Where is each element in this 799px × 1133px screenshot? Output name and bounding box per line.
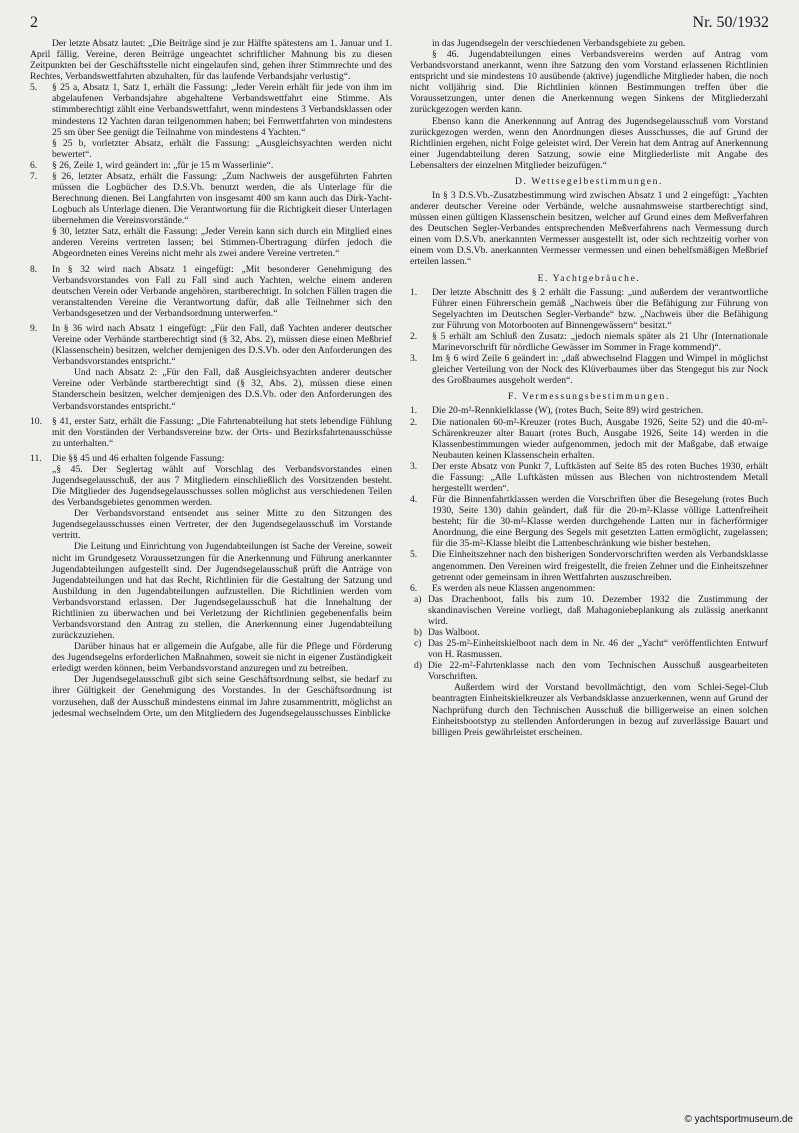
paragraph: in das Jugendsegeln der verschiedenen Verbandsgebiete zu geben.: [432, 38, 686, 49]
item-number: 7.: [30, 170, 38, 182]
list-item: [410, 417, 768, 461]
sub-item: [414, 660, 768, 682]
item-text: § 30, letzter Satz, erhält die Fassung: „Jeder Verein kann sich durch ein Mitglied eines anderen Vereins vertreten lassen; bei Stimmen-Übertragung dürfen jedoch die Abgeordneten eines Vereins nicht mehr als zwei andere Vereine vertreten.“: [52, 226, 392, 260]
section-heading-e: E. Yachtgebräuche.: [537, 272, 641, 284]
item-number: 3.: [410, 460, 418, 472]
item-text: § 5 erhält am Schluß den Zusatz: „jedoch niemals später als 21 Uhr (Internationale Marinevorschrift für nördliche Gewässer im Sommer in Frage kommend)“.: [432, 330, 768, 354]
list-item: [410, 494, 768, 549]
item-number: 9.: [30, 322, 38, 334]
item-number: 5.: [410, 549, 418, 561]
section-heading-f: F. Vermessungsbestimmungen.: [508, 391, 670, 403]
item-number: 2.: [410, 330, 418, 342]
list-item: [30, 264, 392, 319]
sub-item-letter: a): [414, 593, 422, 605]
intro-paragraph: Der letzte Absatz lautet: „Die Beiträge sind je zur Hälfte spätestens am 1. Januar und 1. April fällig. Vereine, deren Beiträge ungeachtet schriftlicher Mahnung bis zu diesen Zeitpunkten bei der Geschäftsstelle nicht eingelaufen sind, gehen ihrer Stimmrechte und des Rechtes, Verbandswettfahrten abzuhalten, für das laufende Verbandsjahr verlustig“.: [30, 38, 392, 83]
sub-item-text: Das 25-m²-Einheitskielboot nach dem in Nr. 46 der „Yacht“ veröffentlichten Entwurf von H. Rasmussen.: [428, 638, 768, 661]
item-text: In § 32 wird nach Absatz 1 eingefügt: „Mit besonderer Genehmigung des Verbandsvorstandes von Fall zu Fall sind auch Yachten, welche einem anderen deutschen Verein oder Verbande angehören, startberechtigt. In solchen Fällen tragen die veranstaltenden Vereine die Verantwortung dafür, daß alle Teilnehmer sich den Verbandsgesetzen und der Verbandsordnung unterwerfen.“: [52, 263, 392, 319]
item-number: 3.: [410, 353, 418, 365]
issue-number: Nr. 50/1932: [692, 14, 769, 31]
list-item: [30, 323, 392, 412]
item-number: 8.: [30, 263, 38, 275]
item-number: 1.: [410, 286, 418, 298]
item-text: § 41, erster Satz, erhält die Fassung: „Die Fahrtenabteilung hat stets lebendige Fühlung mit den Vorständen der Verbandsvereine bzw. der Orts- und Bezirksfahrtenausschüsse zu unterhalten.“: [52, 415, 392, 449]
list-item: [30, 171, 392, 226]
list-item: [30, 226, 392, 259]
list-item: [30, 138, 392, 160]
list-item: [410, 405, 768, 416]
sub-item-letter: c): [414, 638, 422, 650]
item-number: 6.: [30, 159, 38, 171]
item-text: Für die Binnenfahrtklassen werden die Vorschriften über die Besegelung (rotes Buch 1930, Seite 130) dahin geändert, daß für die 20-m²-Klasse völlige Lattenfreiheit besteht; für die 30-m²-Klasse werden durchgehende Latten nur in fächerförmiger Anordnung, die eine Bergung des Segels mit gesetzten Latten ermöglicht, zugelassen; für die 35-m²-Klasse bleibt die Lattenbeschränkung wie bisher bestehen.: [432, 494, 768, 550]
paragraph: Darüber hinaus hat er allgemein die Aufgabe, alle für die Pflege und Förderung des Jugendsegelns erforderlichen Maßnahmen, soweit sie nicht in eigener Zuständigkeit erledigt werden können, beim Verbandsvorstand anzuregen und zu betreiben.: [52, 641, 392, 675]
item-number: 11.: [30, 452, 42, 464]
item-text: § 26, letzter Absatz, erhält die Fassung: „Zum Nachweis der ausgeführten Fahrten müssen die Logbücher des D.S.Vb. benutzt werden, die als Unterlage für die Berechnung dienen. Bei Langfahrten von insgesamt 400 sm kann auch das Dirk-Yacht-Logbuch als Unterlage dienen. Die Verantwortung für die Richtigkeit dieser Unterlagen übernehmen die Vereinsvorstände.“: [52, 170, 392, 227]
paragraph-45: „§ 45. Der Seglertag wählt auf Vorschlag des Verbandsvorstandes einen Jugendsegelausschuß, der aus 7 Mitgliedern einschließlich des Vorsitzenden besteht. Die Mitglieder des Jugendsegelausschusses sollen möglichst aus verschiedenen Teilen des Verbandsgebietes genommen werden.: [52, 463, 392, 509]
sub-item-text: Das Walboot.: [428, 626, 480, 638]
sub-item: [414, 594, 768, 627]
item-number: 10.: [30, 415, 42, 427]
right-column: [410, 38, 768, 738]
paragraph: Der Jugendsegelausschuß gibt sich seine Geschäftsordnung selbst, sie bedarf zu ihrer Gültigkeit der Genehmigung des Vorstandes. In der Geschäftsordnung ist vorzusehen, daß der Ausschuß mindestens einmal im Jahre zusammentritt, möglichst an jedesmal wechselndem Orte, um den Mitgliedern des Jugendsegelausschusses Einblicke: [52, 674, 392, 719]
paragraph: Der Verbandsvorstand entsendet aus seiner Mitte zu den Sitzungen des Jugendsegelausschusses einen Vertreter, der den Jugendsegelausschuß im Vorstande vertritt.: [52, 508, 392, 542]
left-column: [30, 38, 392, 719]
item-text: Und nach Absatz 2: „Für den Fall, daß Ausgleichsyachten anderer deutscher Vereine oder Verbände startberechtigt sind (§ 32, Abs. 2), müssen diese einen Standerschein besitzen, welcher demjenigen des D.S.Vb. oder den Anforderungen des Verbandsvorstandes entspricht.“: [52, 367, 392, 412]
item-text: Es werden als neue Klassen angenommen:: [432, 582, 596, 594]
list-item: [410, 287, 768, 331]
sub-item: [414, 638, 768, 660]
paragraph: In § 3 D.S.Vb.-Zusatzbestimmung wird zwischen Absatz 1 und 2 eingefügt: „Yachten anderer deutscher Vereine oder Verbände, welche ausnahmsweise startberechtigt sind, müssen einen gültigen Klassenschein besitzen, welcher auf Grund eines dem Meßverfahren des Deutschen Segler-Verbandes entsprechenden Meßverfahrens nach Vermessung durch einen vom D.S.Vb. anerkannten Vermesser ausgestellt ist, oder sich rechtzeitig vorher von einem vom D.S.Vb. anerkannten Vermesser vermessen und einen behelfsmäßigen Meßbrief erteilen lassen.“: [410, 190, 768, 268]
item-text: § 26, Zeile 1, wird geändert in: „für je 15 m Wasserlinie“.: [52, 159, 274, 171]
list-item: [410, 331, 768, 353]
item-number: 1.: [410, 405, 418, 417]
page-number: 2: [30, 14, 38, 31]
item-text: Die nationalen 60-m²-Kreuzer (rotes Buch, Ausgabe 1926, Seite 52) und die 40-m²-Schärenkreuzer alter Bauart (rotes Buch, Ausgabe 1926, Seite 14) werden in die Klassenbestimmungen wieder aufgenommen, jedoch mit der Maßgabe, daß etwaige Neubauten keinen Klassenschein erhalten.: [432, 416, 768, 461]
item-text: Der letzte Abschnitt des § 2 erhält die Fassung: „und außerdem der verantwortliche Führer einen Führerschein gemäß „Nachweis über die Befähigung zur Führung von Segelyachten im Deutschen Segler-Verbande“ bzw. „Nachweis über die Befähigung zur Führung von Motorbooten auf Binnengewässern“ besitzt.“: [432, 286, 768, 331]
sub-item-letter: b): [414, 626, 422, 638]
paragraph: Die Leitung und Einrichtung von Jugendabteilungen ist Sache der Vereine, soweit nicht im Grundgesetz Voraussetzungen für die Anerkennung und Führung anerkannter Jugendabteilungen aufgestellt sind. Der Jugendsegelausschuß prüft die Anträge von Jugendabteilungen und hat das Recht, Richtlinien für die Gestaltung der Satzung und Ausbildung in den Jugendabteilungen aufzustellen. Die Richtlinien werden vom Verbandsvorstand erlassen. Der Jugendsegelausschuß hat die Innehaltung der Richtlinien zu überwachen und bei Verletzung der Richtlinien gegebenenfalls beim Verbandsvorstand den Antrag zu stellen, die Anerkennung einer Jugendabteilung zurückzuziehen.: [52, 541, 392, 642]
list-item: [410, 461, 768, 494]
list-item: [410, 353, 768, 386]
list-item: [30, 160, 392, 171]
list-item: [410, 583, 768, 738]
item-number: 2.: [410, 416, 418, 428]
item-text: § 25 a, Absatz 1, Satz 1, erhält die Fassung: „Jeder Verein erhält für jede von ihm im abgelaufenen Verbandsjahre abgehaltene Verbandswettfahrt eine Stimme. Als stimmberechtigt zählt eine Verbandswettfahrt, wenn mindestens 3 Verbandsklassen oder mindestens 12 Yachten daran teilgenommen haben; bei Fernwettfahrten von mindestens 25 sm über See genügt die Teilnahme von mindestens 4 Yachten.“: [52, 82, 392, 138]
item-text: In § 36 wird nach Absatz 1 eingefügt: „Für den Fall, daß Yachten anderer deutscher Vereine oder Verbände startberechtigt sind (§ 32, Abs. 2), müssen diese einen Meßbrief (Klassenschein) besitzen, welcher demjenigen des D.S.Vb. oder den Anforderungen des Verbandsvorstandes entspricht.“: [52, 322, 392, 368]
paragraph-46: § 46. Jugendabteilungen eines Verbandsvereins werden auf Antrag vom Verbandsvorstand anerkannt, wenn ihre Satzung den vom Vorstand erlassenen Richtlinien entspricht und sie mindestens 10 ausübende (aktive) jugendliche Mitglieder haben, die noch nicht volljährig sind. Die Richtlinien können Bestimmungen treffen über die Voraussetzungen, unter denen die Anerkennung wegen Sinkens der Mitgliederzahl zurückgezogen werden kann.: [410, 49, 768, 116]
sub-item-text: Das Drachenboot, falls bis zum 10. Dezember 1932 die Zustimmung der skandinavischen Vereine vorliegt, daß Mahagoniebeplankung als zulässig anerkannt wird.: [428, 593, 768, 627]
sub-item: [414, 627, 768, 638]
list-item: [410, 549, 768, 582]
item-text: Der erste Absatz von Punkt 7, Luftkästen auf Seite 85 des roten Buches 1930, erhält die Fassung: „Alle Luftkästen müssen aus Blechen von nichtrostendem Metall hergestellt werden“.: [432, 460, 768, 494]
item-number: 5.: [30, 82, 38, 94]
list-item: [30, 453, 392, 719]
item-text: Im § 6 wird Zeile 6 geändert in: „daß abwechselnd Flaggen und Wimpel in möglichst gleicher Verteilung von der Nock des Klüverbaumes über das Stengegut bis zur Nock des Großbaumes ausgeholt werden“.: [432, 353, 768, 387]
section-heading-d: D. Wettsegelbestimmungen.: [514, 175, 664, 187]
sub-item-text: Die 22-m²-Fahrtenklasse nach den vom Technischen Ausschuß ausgearbeiteten Vorschriften.: [428, 660, 768, 683]
list-item: [30, 416, 392, 449]
closing-paragraph: Außerdem wird der Vorstand bevollmächtigt, den vom Schlei-Segel-Club beantragten Einheitskielkreuzer als Verbandsklasse anzuerkennen, wenn auf Grund der Nachprüfung durch den Technischen Ausschuß die billigerweise an einen solchen Einheitsbootstyp zu stellenden Anforderungen in bezug auf zuverlässige Bauart und billigen Preis gewährleistet erscheinen.: [432, 682, 768, 738]
item-text: Die §§ 45 und 46 erhalten folgende Fassung:: [52, 452, 225, 464]
paragraph: Ebenso kann die Anerkennung auf Antrag des Jugendsegelausschuß vom Vorstand zurückgezogen werden, wenn den Anordnungen dieses Ausschusses, die auf Grund der Richtlinien ergehen, nicht Folge geleistet wird. Der Verein hat dem Antrag auf Anerkennung einer Jugendabteilung deren Satzung, sowie eine Mitgliederliste mit Angabe des Lebensalters der einzelnen Mitglieder beizufügen.“: [410, 115, 768, 171]
list-item: [30, 82, 392, 137]
item-text: § 25 b, vorletzter Absatz, erhält die Fassung: „Ausgleichsyachten werden nicht bewertet“.: [52, 137, 392, 160]
item-text: Die 20-m²-Rennkielklasse (W), (rotes Buch, Seite 89) wird gestrichen.: [432, 405, 704, 417]
item-text: Die Einheitszehner nach den bisherigen Sondervorschriften werden als Verbandsklasse angenommen. Den Vereinen wird freigestellt, die freien Zehner und die Einheitszehner getrennt oder gemeinsam in ihren Wettfahrten auszuschreiben.: [432, 549, 768, 583]
sub-item-letter: d): [414, 660, 422, 672]
item-number: 4.: [410, 494, 418, 506]
copyright-watermark: © yachtsportmuseum.de: [684, 1114, 793, 1125]
item-number: 6.: [410, 582, 418, 594]
